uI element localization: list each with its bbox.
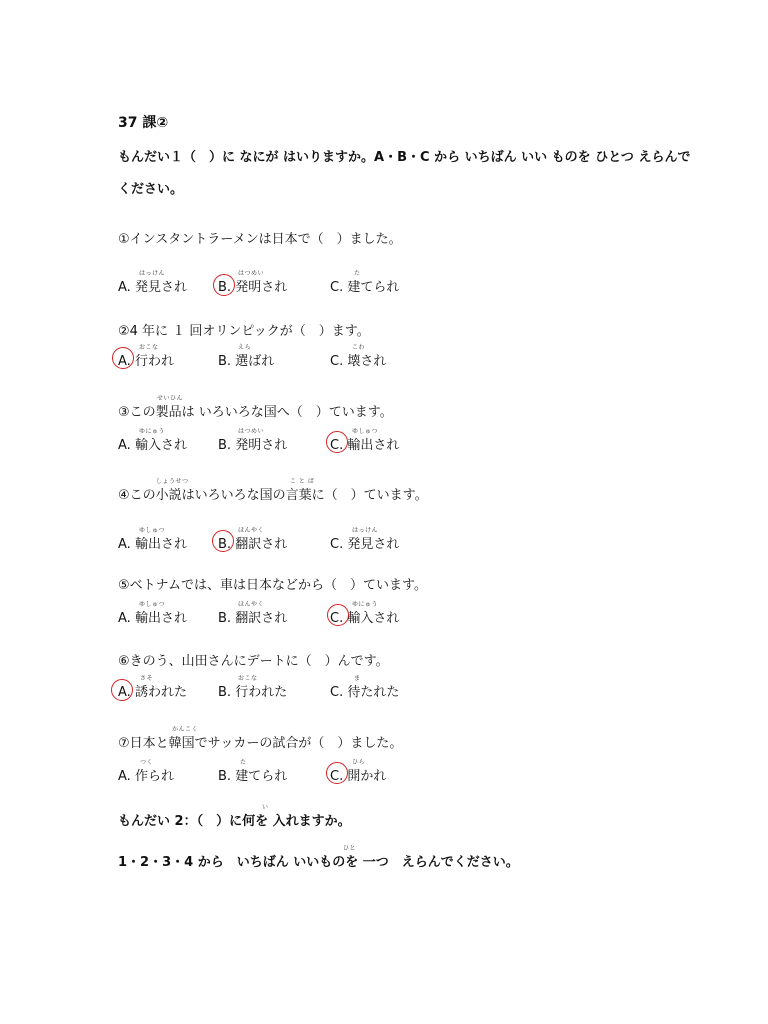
option-word: 行われた [235, 685, 288, 700]
question-2-text: ②4 年に １ 回オリンピックが（ ）ます。 [118, 324, 370, 339]
q6-option-b[interactable] [218, 681, 287, 700]
option-word: 行われ [134, 354, 174, 369]
option-letter: B. [218, 280, 232, 295]
q2-option-b[interactable] [218, 350, 274, 369]
option-word: 輸入され [134, 438, 187, 453]
instructions2-line1-ruby: い [262, 804, 269, 811]
instructions2-line2-ruby: ひと [343, 845, 357, 852]
q5-option-b[interactable] [218, 607, 287, 626]
q5-option-a-ruby: ゆしゅつ [139, 601, 166, 608]
q2-option-b-ruby: えら [238, 344, 252, 351]
option-letter: B. [218, 354, 232, 369]
q7-option-b[interactable] [218, 765, 287, 784]
option-letter: C. [330, 685, 344, 700]
q6-option-a-ruby: さそ [140, 675, 154, 682]
option-letter: B. [218, 769, 232, 784]
instructions-line-1: もんだい１（ ）に なにが はいりますか。A・B・C から いちばん いい ものを ひとつ えらんで [118, 150, 691, 165]
option-letter: A. [118, 354, 131, 369]
option-word: 建てられ [347, 280, 400, 295]
q1-option-a[interactable] [118, 276, 187, 295]
option-letter: B. [218, 611, 232, 626]
lesson-heading: 37 課② [118, 115, 169, 131]
q7-text-ruby: かんこく [172, 726, 199, 733]
option-letter: A. [118, 769, 131, 784]
option-letter: C. [330, 438, 344, 453]
q3-answer-circle [326, 431, 348, 453]
q4-option-c[interactable] [330, 533, 399, 552]
q3-option-a-ruby: ゆにゅう [139, 428, 165, 435]
q3-text-ruby: せいひん [157, 395, 184, 402]
q4-option-a[interactable] [118, 533, 187, 552]
q2-option-a-ruby: おこな [139, 344, 159, 351]
q1-option-b-ruby: はつめい [238, 270, 265, 277]
question-5-text: ⑤ベトナムでは、車は日本などから（ ）ています。 [118, 578, 427, 593]
q2-answer-circle [112, 347, 134, 369]
option-letter: B. [218, 685, 232, 700]
q7-answer-circle [326, 762, 348, 784]
option-word: 建てられ [235, 769, 288, 784]
option-letter: C. [330, 611, 344, 626]
q7-option-b-ruby: た [240, 759, 247, 766]
option-word: 待たれた [347, 685, 400, 700]
q3-option-c-ruby: ゆしゅつ [352, 428, 379, 435]
option-letter: B. [218, 438, 232, 453]
question-4-text: ④この小説はいろいろな国の言葉に（ ）ています。 [118, 488, 428, 503]
q3-option-a[interactable] [118, 434, 187, 453]
option-letter: A. [118, 537, 131, 552]
option-letter: C. [330, 769, 344, 784]
option-letter: A. [118, 685, 131, 700]
q4-option-c-ruby: はっけん [352, 527, 379, 534]
q6-option-c-ruby: ま [354, 675, 361, 682]
option-word: 輸出され [347, 438, 400, 453]
q5-option-b-ruby: ほんやく [238, 601, 265, 608]
q4-text-ruby-2: こ と ば [290, 478, 315, 485]
option-word: 輸出され [134, 537, 187, 552]
option-word: 輸入され [347, 611, 400, 626]
option-letter: C. [330, 537, 344, 552]
q5-answer-circle [327, 604, 349, 626]
q3-option-b-ruby: はつめい [238, 428, 265, 435]
q4-option-a-ruby: ゆしゅつ [139, 527, 166, 534]
q4-option-b-ruby: ほんやく [238, 527, 265, 534]
question-6-text: ⑥きのう、山田さんにデートに（ ）んです。 [118, 654, 389, 669]
option-letter: C. [330, 354, 344, 369]
q5-option-c-ruby: ゆにゅう [352, 601, 378, 608]
q1-answer-circle [213, 274, 235, 296]
q3-option-b[interactable] [218, 434, 287, 453]
option-word: 翻訳され [235, 611, 288, 626]
option-word: 発明され [235, 438, 288, 453]
q1-option-a-ruby: はっけん [139, 270, 166, 277]
option-word: 誘われた [134, 685, 187, 700]
q4-answer-circle [212, 530, 234, 552]
question-1-text: ①インスタントラーメンは日本で（ ）ました。 [118, 232, 402, 247]
question-7-text: ⑦日本と韓国でサッカーの試合が（ ）ました。 [118, 736, 403, 751]
instructions-line-2: ください。 [118, 182, 184, 197]
option-word: 輸出され [134, 611, 187, 626]
q6-answer-circle [111, 679, 133, 701]
option-word: 選ばれ [235, 354, 275, 369]
q6-option-b-ruby: おこな [238, 675, 258, 682]
option-word: 発見され [134, 280, 187, 295]
option-word: 作られ [134, 769, 174, 784]
q6-option-c[interactable] [330, 681, 399, 700]
q2-option-c[interactable] [330, 350, 386, 369]
option-word: 翻訳され [235, 537, 288, 552]
option-letter: B. [218, 537, 232, 552]
option-letter: A. [118, 280, 131, 295]
option-word: 発明され [235, 280, 288, 295]
section2-instructions: 1・2・3・4 から いちばん いいものを 一つ えらんでください。 [118, 855, 519, 870]
section2-heading: もんだい 2：（ ）に何を 入れますか。 [118, 814, 351, 829]
question-3-text: ③この製品は いろいろな国へ（ ）ています。 [118, 405, 393, 420]
option-letter: A. [118, 438, 131, 453]
option-word: 壊され [347, 354, 387, 369]
option-letter: A. [118, 611, 131, 626]
option-letter: C. [330, 280, 344, 295]
option-word: 開かれ [347, 769, 387, 784]
q7-option-c-ruby: ひら [352, 759, 366, 766]
q1-option-c[interactable] [330, 276, 399, 295]
q4-text-ruby-1: しょうせつ [156, 478, 189, 485]
q1-option-c-ruby: た [354, 270, 361, 277]
q5-option-a[interactable] [118, 607, 187, 626]
q7-option-a-ruby: つく [140, 759, 154, 766]
q2-option-c-ruby: こわ [352, 344, 366, 351]
q7-option-a[interactable] [118, 765, 174, 784]
option-word: 発見され [347, 537, 400, 552]
